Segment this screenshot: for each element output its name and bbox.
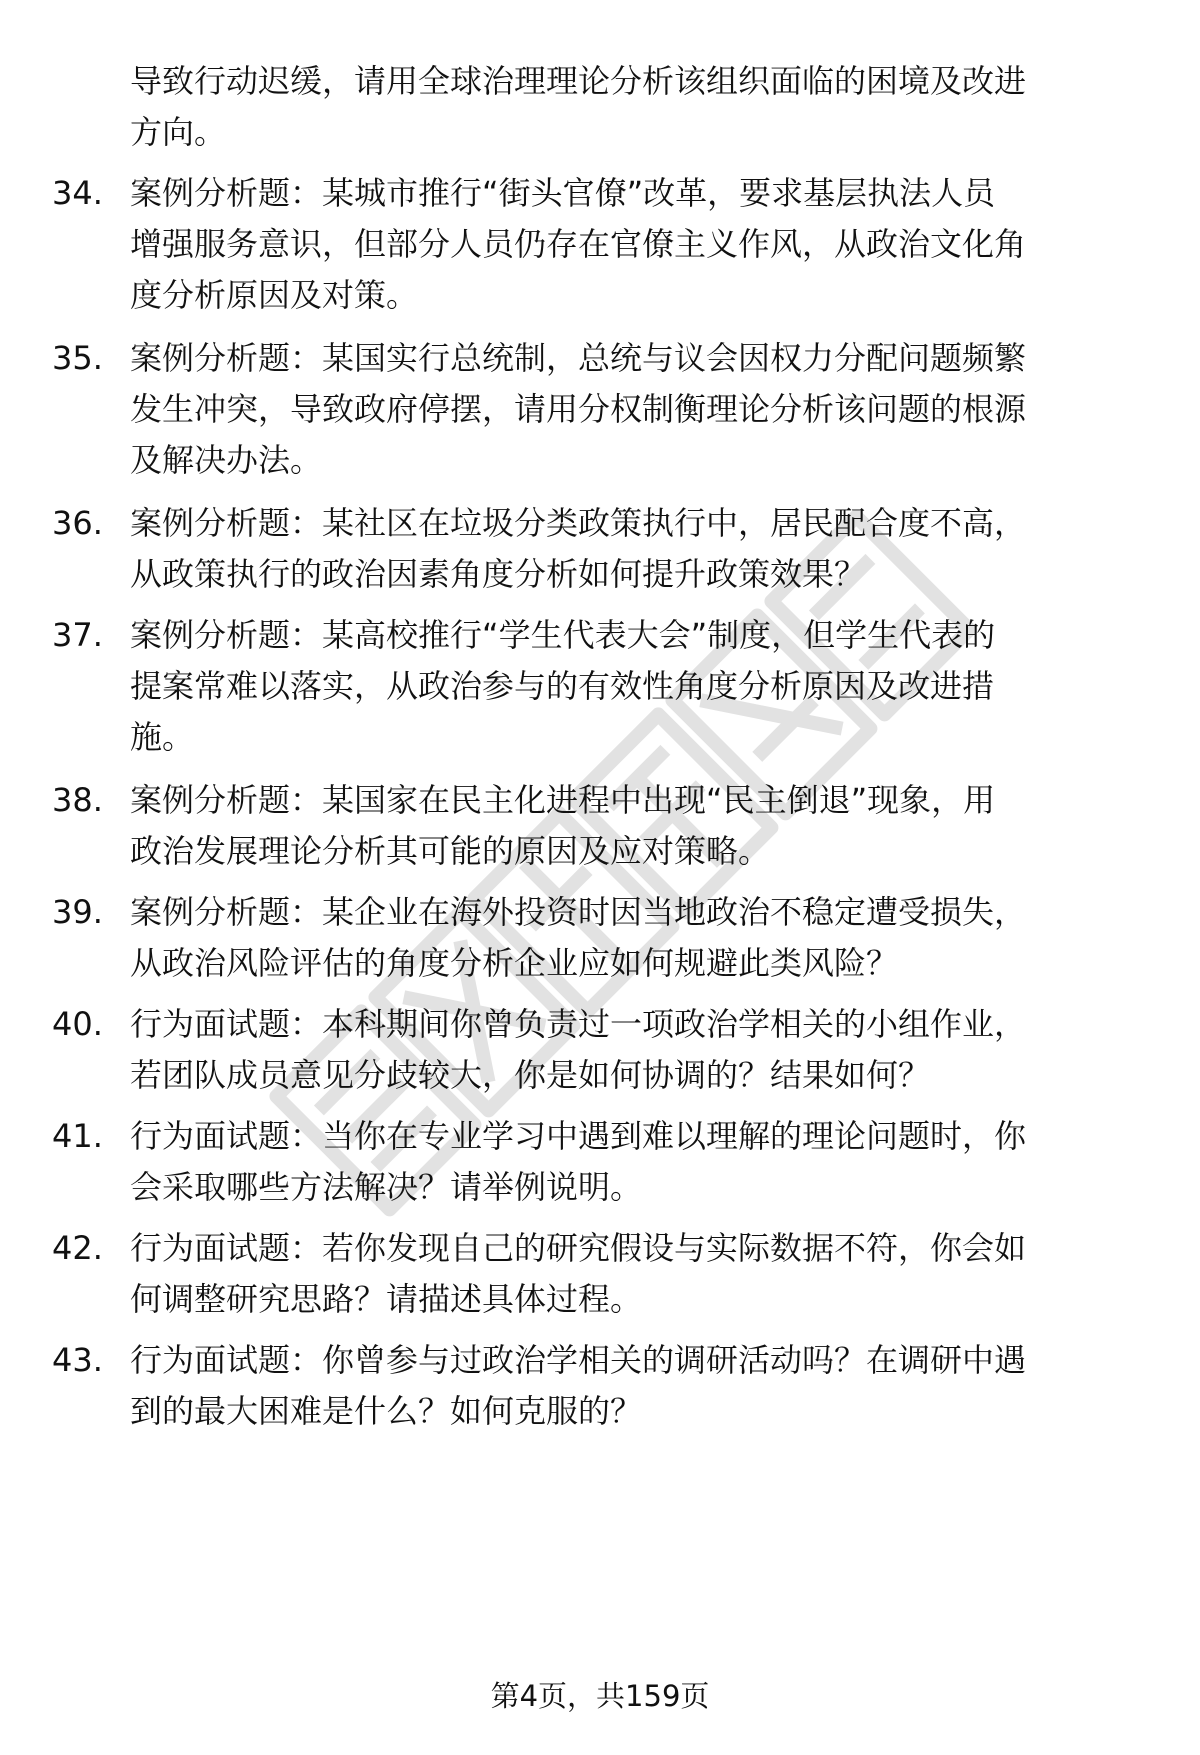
question-number: 40. [52, 1005, 103, 1043]
question-number: 34. [52, 174, 103, 212]
question-number: 37. [52, 616, 103, 654]
question-text [130, 775, 1140, 877]
question-text [130, 1111, 1140, 1213]
question-line: 增强服务意识，但部分人员仍存在官僚主义作风，从政治文化角 [130, 225, 1027, 263]
question-number: 39. [52, 893, 103, 931]
question-line: 发生冲突，导致政府停摆，请用分权制衡理论分析该问题的根源 [130, 390, 1027, 428]
question-text [130, 610, 1140, 763]
question-number: 43. [52, 1341, 103, 1379]
question-text [130, 1223, 1140, 1325]
question-line: 度分析原因及对策。 [130, 276, 419, 314]
question-text [130, 56, 1140, 158]
question-line: 行为面试题：若你发现自己的研究假设与实际数据不符，你会如 [130, 1229, 1027, 1267]
question-line: 及解决办法。 [130, 441, 323, 479]
question-line: 政治发展理论分析其可能的原因及应对策略。 [130, 832, 771, 870]
question-text [130, 999, 1140, 1101]
question-line: 案例分析题：某高校推行“学生代表大会”制度，但学生代表的 [130, 616, 996, 654]
question-number: 41. [52, 1117, 103, 1155]
question-number: 42. [52, 1229, 103, 1267]
question-text [130, 1335, 1140, 1437]
question-line: 导致行动迟缓，请用全球治理理论分析该组织面临的困境及改进 [130, 62, 1027, 100]
question-text [130, 333, 1140, 486]
question-text [130, 498, 1140, 600]
question-line: 案例分析题：某社区在垃圾分类政策执行中，居民配合度不高， [130, 504, 1027, 542]
question-number: 38. [52, 781, 103, 819]
question-line: 会采取哪些方法解决？请举例说明。 [130, 1168, 643, 1206]
question-line: 何调整研究思路？请描述具体过程。 [130, 1280, 643, 1318]
question-line: 到的最大困难是什么？如何克服的？ [130, 1392, 643, 1430]
question-text [130, 168, 1140, 321]
question-line: 方向。 [130, 113, 227, 151]
question-line: 案例分析题：某城市推行“街头官僚”改革，要求基层执法人员 [130, 174, 996, 212]
question-line: 案例分析题：某国家在民主化进程中出现“民主倒退”现象，用 [130, 781, 996, 819]
question-number: 36. [52, 504, 103, 542]
question-line: 行为面试题：本科期间你曾负责过一项政治学相关的小组作业， [130, 1005, 1027, 1043]
question-line: 若团队成员意见分歧较大，你是如何协调的？结果如何？ [130, 1056, 931, 1094]
question-line: 案例分析题：某国实行总统制，总统与议会因权力分配问题频繁 [130, 339, 1027, 377]
question-line: 从政策执行的政治因素角度分析如何提升政策效果？ [130, 555, 867, 593]
question-line: 案例分析题：某企业在海外投资时因当地政治不稳定遭受损失， [130, 893, 1027, 931]
question-line: 提案常难以落实，从政治参与的有效性角度分析原因及改进措 [130, 667, 995, 705]
question-line: 行为面试题：当你在专业学习中遇到难以理解的理论问题时，你 [130, 1117, 1027, 1155]
question-line: 施。 [130, 718, 195, 756]
question-line: 从政治风险评估的角度分析企业应如何规避此类风险？ [130, 944, 899, 982]
question-number: 35. [52, 339, 103, 377]
page-number-footer: 第4页，共159页 [490, 1679, 710, 1713]
question-text [130, 887, 1140, 989]
question-line: 行为面试题：你曾参与过政治学相关的调研活动吗？在调研中遇 [130, 1341, 1027, 1379]
